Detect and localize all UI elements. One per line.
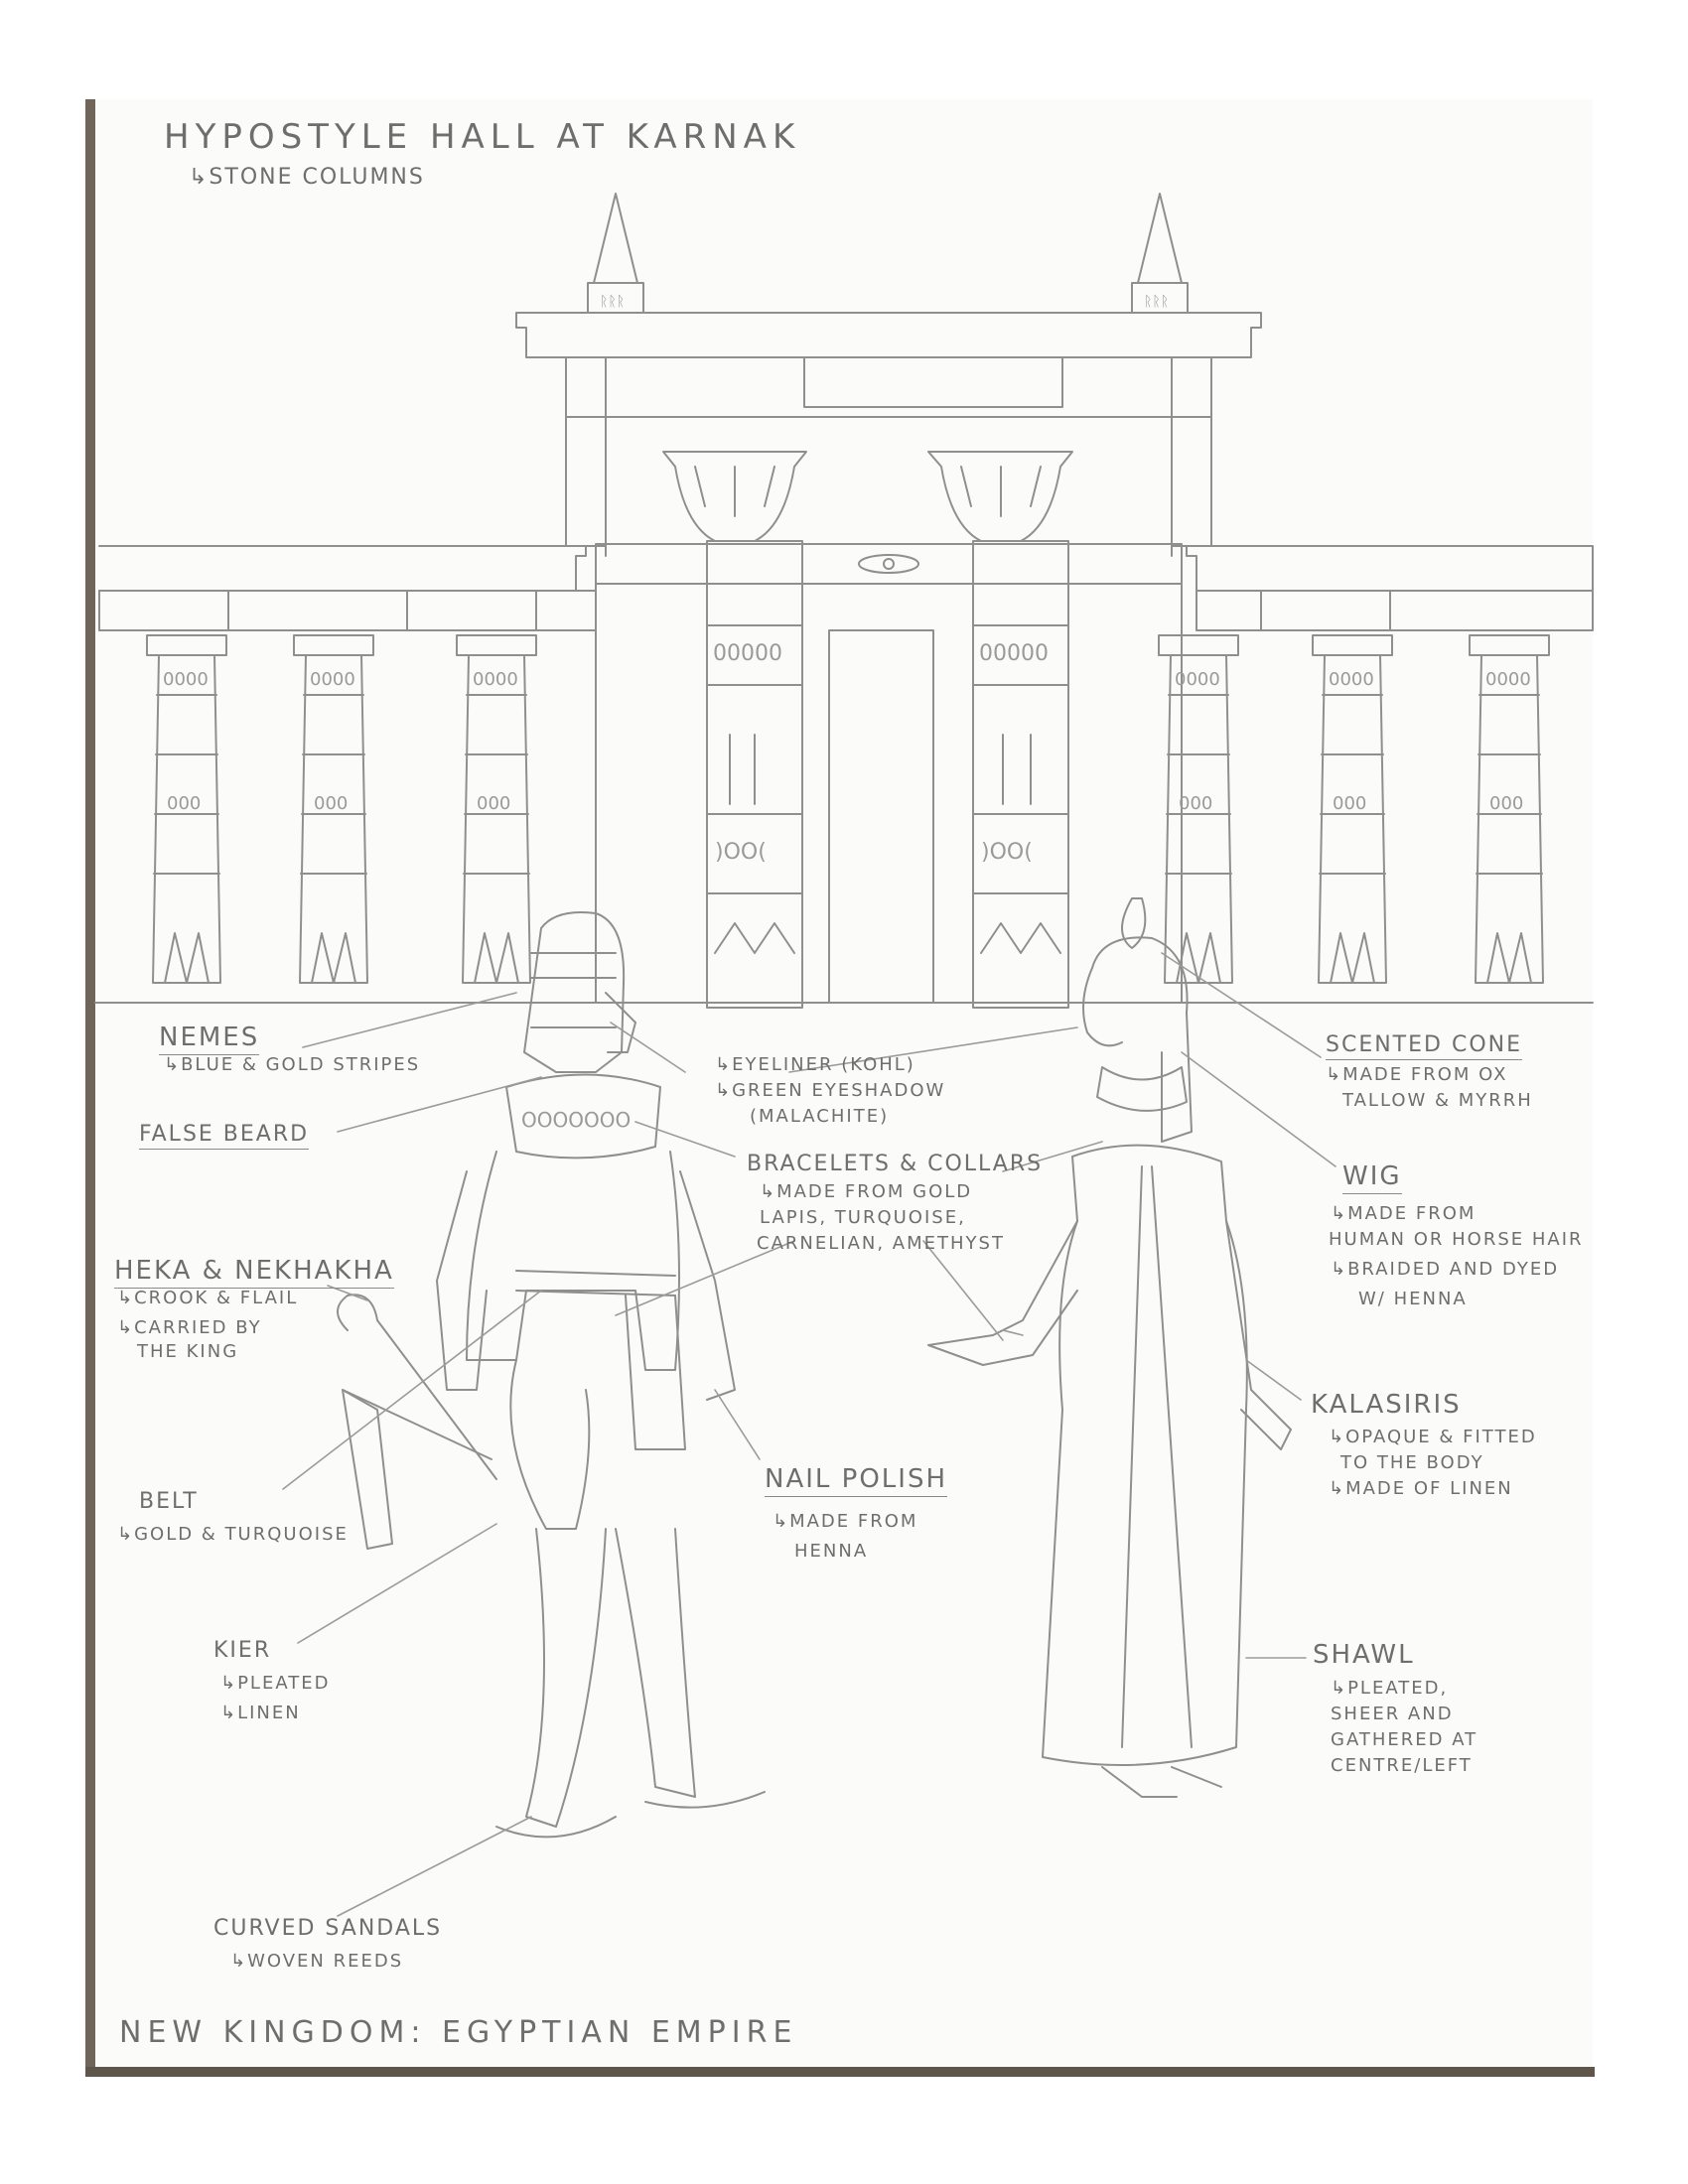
page-subtitle: ↳STONE COLUMNS (189, 165, 425, 190)
side-column (457, 635, 536, 983)
temple-pylon (516, 313, 1261, 1003)
side-column (1470, 635, 1549, 983)
kalasiris-heading: KALASIRIS (1311, 1390, 1462, 1420)
svg-text:000: 000 (314, 793, 349, 814)
kalasiris-note-2: TO THE BODY (1340, 1452, 1484, 1473)
heka-note-2: ↳CARRIED BY (117, 1317, 262, 1338)
wig-heading: WIG (1342, 1161, 1402, 1194)
side-columns (147, 635, 1549, 983)
svg-text:000: 000 (1333, 793, 1367, 814)
svg-text:000: 000 (1489, 793, 1524, 814)
svg-text:0000: 0000 (1175, 669, 1220, 690)
kalasiris-note-1: ↳OPAQUE & FITTED (1329, 1427, 1537, 1447)
nail-polish-note-1: ↳MADE FROM (773, 1511, 918, 1532)
svg-text:00000: 00000 (713, 641, 782, 666)
central-columns (663, 452, 1072, 1008)
side-column (294, 635, 373, 983)
side-column (1313, 635, 1392, 983)
false-beard-heading: FALSE BEARD (139, 1122, 309, 1150)
heka-note-1: ↳CROOK & FLAIL (117, 1288, 299, 1308)
svg-text:)OO(: )OO( (981, 840, 1033, 865)
kier-note-2: ↳LINEN (220, 1703, 301, 1723)
crook-and-flail (338, 1295, 496, 1549)
bracelets-note-3: CARNELIAN, AMETHYST (757, 1233, 1005, 1254)
svg-text:)OO(: )OO( (715, 840, 767, 865)
svg-text:00000: 00000 (979, 641, 1049, 666)
svg-text:000: 000 (1179, 793, 1213, 814)
nemes-note: ↳BLUE & GOLD STRIPES (164, 1054, 421, 1075)
shawl-note-1: ↳PLEATED, (1331, 1678, 1449, 1699)
svg-text:ᚱᚱᚱ: ᚱᚱᚱ (600, 294, 626, 310)
shawl-heading: SHAWL (1313, 1640, 1415, 1670)
svg-text:ᚱᚱᚱ: ᚱᚱᚱ (1144, 294, 1170, 310)
page-title: HYPOSTYLE HALL AT KARNAK (164, 117, 801, 157)
nail-polish-heading: NAIL POLISH (765, 1464, 947, 1497)
svg-text:000: 000 (167, 793, 202, 814)
side-column (1159, 635, 1238, 983)
shawl-note-3: GATHERED AT (1331, 1729, 1478, 1750)
svg-text:0000: 0000 (310, 669, 355, 690)
kalasiris-note-3: ↳MADE OF LINEN (1329, 1478, 1513, 1499)
sandals-heading: CURVED SANDALS (213, 1916, 443, 1941)
side-column (147, 635, 226, 983)
bracelets-heading: BRACELETS & COLLARS (747, 1152, 1044, 1176)
pharaoh-figure (437, 912, 765, 1837)
eyeliner-note-1: ↳EYELINER (KOHL) (715, 1054, 915, 1075)
side-roofs (95, 546, 1593, 1003)
wig-note-2: HUMAN OR HORSE HAIR (1329, 1229, 1584, 1250)
kier-note-1: ↳PLEATED (220, 1673, 331, 1694)
shawl-note-4: CENTRE/LEFT (1331, 1755, 1473, 1776)
obelisk-right (1132, 194, 1188, 313)
belt-note: ↳GOLD & TURQUOISE (117, 1524, 349, 1545)
sandals-note: ↳WOVEN REEDS (230, 1951, 404, 1972)
heka-heading: HEKA & NEKHAKHA (114, 1256, 394, 1289)
eyeliner-note-2: ↳GREEN EYESHADOW (715, 1080, 946, 1101)
wig-note-4: W/ HENNA (1358, 1289, 1468, 1309)
scented-cone-note-1: ↳MADE FROM OX (1326, 1064, 1508, 1085)
svg-text:0000: 0000 (163, 669, 209, 690)
queen-figure (928, 898, 1291, 1797)
svg-text:ΟΟΟΟΟΟΟ: ΟΟΟΟΟΟΟ (521, 1108, 632, 1132)
page-footer: NEW KINGDOM: EGYPTIAN EMPIRE (119, 2015, 798, 2050)
nemes-heading: NEMES (159, 1023, 259, 1055)
wig-note-3: ↳BRAIDED AND DYED (1331, 1259, 1560, 1280)
wig-note-1: ↳MADE FROM (1331, 1203, 1477, 1224)
bracelets-note-1: ↳MADE FROM GOLD (760, 1181, 973, 1202)
svg-text:0000: 0000 (1485, 669, 1531, 690)
belt-heading: BELT (139, 1489, 199, 1514)
obelisk-left (588, 194, 643, 313)
scented-cone-note-2: TALLOW & MYRRH (1342, 1090, 1533, 1111)
svg-text:0000: 0000 (1329, 669, 1374, 690)
heka-note-3: THE KING (137, 1341, 239, 1362)
nail-polish-note-2: HENNA (794, 1541, 869, 1562)
shawl-note-2: SHEER AND (1331, 1704, 1454, 1724)
scented-cone-heading: SCENTED CONE (1326, 1032, 1522, 1060)
bracelets-note-2: LAPIS, TURQUOISE, (760, 1207, 966, 1228)
svg-text:0000: 0000 (473, 669, 518, 690)
eyeliner-note-3: (MALACHITE) (750, 1106, 890, 1127)
svg-text:000: 000 (477, 793, 511, 814)
kier-heading: KIER (213, 1638, 272, 1663)
